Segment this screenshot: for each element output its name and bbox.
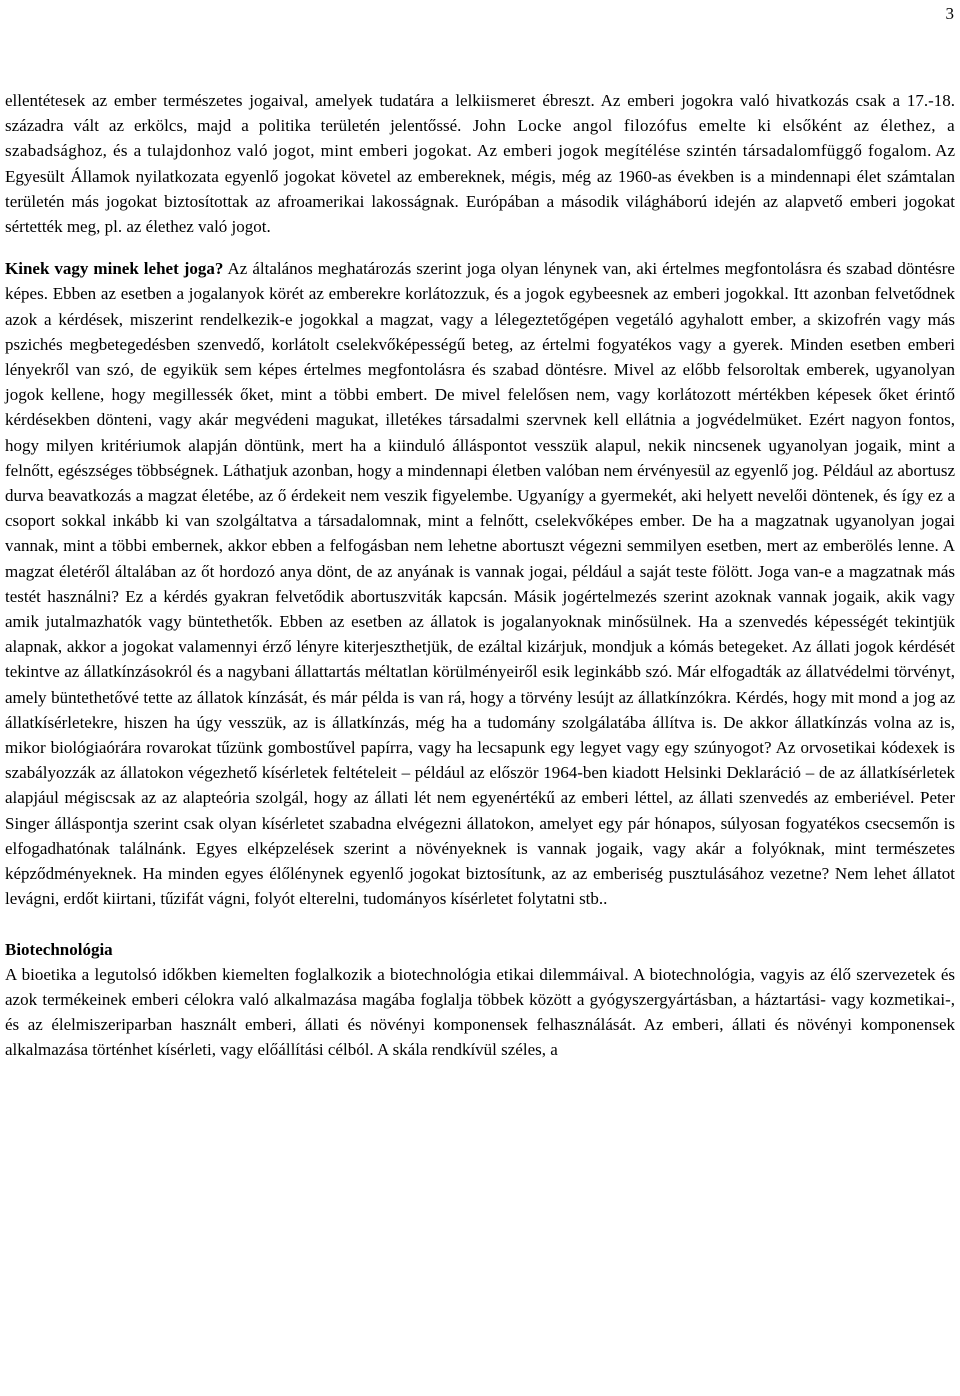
section-spacer: [5, 912, 955, 937]
paragraph-text: Az általános meghatározás szerint joga olyan lénynek van, aki értelmes megfontolásra és szabad döntésre képes. Ebben az esetben a jogalanyok körét az emberekre korlátozzuk, és a jogok egybeesnek az emberi jogokkal. Itt azonban felvetődnek azok a kérdések, miszerint rendelkezik-e jogokkal a magzat, vagy a lélegeztetőgépen vegetáló agyhalott ember, a skizofrén vagy más pszichés megbetegedésben szenvedő, korlátolt cselekvőképességű beteg, az értelmi fogyatékos vagy a gyerek. Minden esetben emberi lényekről van szó, de egyikük sem képes értelmes megfontolásra és szabad döntésre. Mivel az előbb felsoroltak emberek, ugyanolyan jogok kellene, hogy megillessék őket, mint a többi embert. De mivel felelősen nem, vagy korlátozott mértékben képesek őket érintő kérdésekben dönteni, vagy akár megvédeni magukat, illetékes társadalmi szervnek kell ellátnia a jogvédelmüket. Ezért nagyon fontos, hogy milyen kritériumok alapján döntünk, mert ha a kiinduló álláspontot vesszük alapul, nekik nincsenek ugyanolyan jogaik, mint a felnőtt, egészséges többségnek. Láthatjuk azonban, hogy a mindennapi életben valóban nem érvényesül az egyenlő jog. Például az abortusz durva beavatkozás a magzat életébe, az ő érdekeit nem veszik figyelembe. Ugyanígy a gyermekét, aki helyett nevelői döntenek, és így ez a csoport sokkal inkább ki van szolgáltatva a társadalomnak, mint a felnőtt, cselekvőképes ember. De ha a magzatnak ugyanolyan jogai vannak, mint a többi embernek, akkor ebben a felfogásban nem lehetne abortuszt végezni semmilyen esetben, mert az emberölés lenne. A magzat életéről általában az őt hordozó anya dönt, de az anyának is vannak jogai, például a saját teste fölött. Joga van-e a magzatnak más testét használni? Ez a kérdés gyakran felvetődik abortuszviták kapcsán. Másik jogértelmezés szerint azoknak vannak jogaik, akik vagy amik jutalmazhatók vagy büntethetők. Ebben az esetben az állatok is jogalanyoknak minősülnek. Ha a szenvedés képességét tekintjük alapnak, akkor a jogokat valamennyi érző lényre kiterjeszthetjük, de ezáltal kizárjuk, mondjuk a kómás betegeket. Az állati jogok kérdését tekintve az állatkínzásokról és a nagybani állattartás méltatlan körülményeiről esik leginkább szó. Már elfogadták az állatvédelmi törvényt, amely büntethetővé tette az állatok kínzását, és már példa is van rá, hogy a törvény lesújt az állatkínzókra. Kérdés, hogy mit mond a jog az állatkísérletekre, hiszen ha úgy vesszük, az is állatkínzás, még ha a tudomány szolgálatába állítva is. De akkor állatkínzás volna az is, mikor biológiaórára rovarokat tűzünk gombostűvel papírra, vagy ha lecsapunk egy legyet vagy egy szúnyogot? Az orvosetikai kódexek is szabályozzák az állatokon végezhető kísérletek feltételeit – például az először 1964-ben kiadott Helsinki Deklaráció – de az állatkísérletek alapjául mégiscsak az az alapteória szolgál, hogy az állati lét nem egyenértékű az emberi léttel, az állati szenvedés az emberiével. Peter Singer álláspontja szerint csak olyan kísérletet szabadna elvégezni állatokon, amelyet egy pár hónapos, súlyosan fogyatékos csecsemőn is elfogadhatónak találnánk. Egyes elképzelések szerint a növényeknek is vannak jogaik, vagy akár a folyóknak, mint természetes képződményeknek. Ha minden egyes élőlénynek egyenlő jogokat biztosítunk, az az emberiség pusztulásához vezetne? Nem lehet állatot levágni, erdőt kiirtani, tűzifát vágni, folyót elterelni, tudományos kísérletet folytatni stb..: [5, 259, 955, 909]
paragraph-who-has-rights: [5, 256, 955, 911]
inline-heading: Kinek vagy minek lehet joga?: [5, 259, 224, 279]
paragraph-human-rights-history: [5, 88, 955, 239]
page-number: 3: [945, 4, 954, 23]
paragraph-biotechnology: A bioetika a legutolsó időkben kiemelten foglalkozik a biotechnológia etikai dilemmáival. A biotechnológia, vagyis az élő szervezetek és azok termékeinek emberi célokra való alkalmazása magába foglalja többek között a gyógyszergyártásban, a háztartási- vagy kozmetikai-, és az élelmiszeriparban használt emberi, állati és növényi komponensek felhasználását. Az emberi, állati és növényi komponensek alkalmazása történhet kísérleti, vagy előállítási célból. A skála rendkívül széles, a: [5, 964, 955, 1060]
text-segment: Az Egyesült Államok nyilatkozata egyenlő jogokat követel az embereknek, mégis, még az 1960-as években is a mindennapi élet számtalan területén más jogokat biztosítottak az afroamerikai lakosságnak. Európában a második világháború idején az alapvető emberi jogokat sértették meg, pl. az élethez való jogot.: [5, 141, 955, 237]
section-heading: Biotechnológia: [5, 939, 113, 959]
paragraph-spacer: [5, 239, 955, 256]
text-segment: ellentétesek az ember természetes jogaival, amelyek tudatára a lelkiismeret ébreszt. Az emberi jogokra való hivatkozás csak a 17.-18. századra vált az erkölcs, majd a politika területén jelentőssé.: [5, 91, 955, 136]
text-segment: John Locke angol filozófus emelte ki elsőként az élethez, a szabadsághoz, és a tulajdonhoz való jogot, mint emberi jogokat. Az emberi jogok megítélése szintén társadalomfüggő fogalom.: [5, 116, 956, 161]
page-body: [5, 88, 955, 1063]
